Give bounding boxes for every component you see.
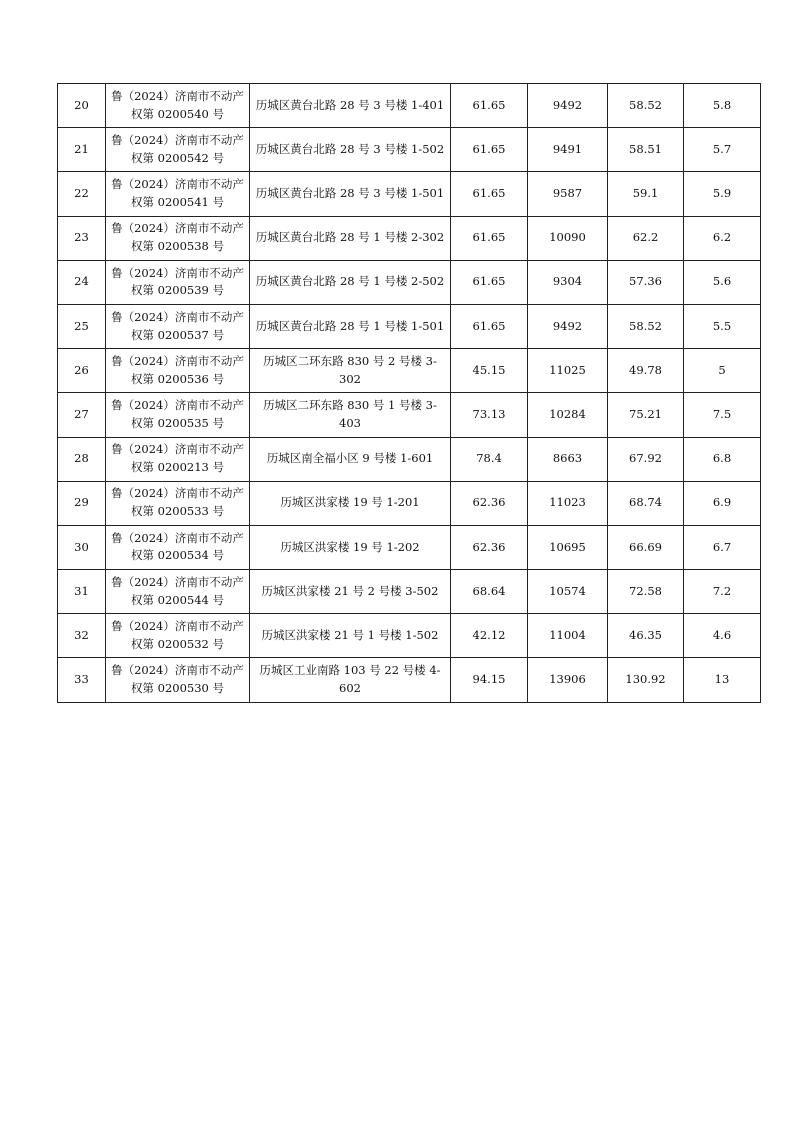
certificate-line-1: 鲁（2024）济南市不动产	[111, 221, 244, 236]
deposit-cell: 6.7	[684, 525, 761, 569]
certificate-line-1: 鲁（2024）济南市不动产	[111, 530, 244, 545]
row-number-cell: 28	[58, 437, 106, 481]
certificate-line-2: 权第 0200533 号	[130, 504, 225, 519]
property-address-cell	[250, 614, 451, 658]
total-price-cell: 49.78	[608, 349, 684, 393]
certificate-line-2: 权第 0200534 号	[130, 548, 225, 563]
deposit-cell: 13	[684, 658, 761, 702]
certificate-line-1: 鲁（2024）济南市不动产	[111, 353, 244, 368]
total-price-cell: 62.2	[608, 216, 684, 260]
unit-price-cell: 13906	[528, 658, 608, 702]
deposit-cell: 7.5	[684, 393, 761, 437]
certificate-line-2: 权第 0200537 号	[130, 327, 225, 342]
total-price-cell: 57.36	[608, 260, 684, 304]
unit-price-cell: 9587	[528, 172, 608, 216]
address-text: 历城区洪家楼 19 号 1-202	[280, 539, 420, 554]
table-row	[58, 216, 761, 260]
table-row	[58, 658, 761, 702]
certificate-line-2: 权第 0200535 号	[130, 415, 225, 430]
certificate-number-cell	[106, 172, 250, 216]
building-area-cell: 45.15	[451, 349, 528, 393]
certificate-line-2: 权第 0200544 号	[130, 592, 225, 607]
unit-price-cell: 10284	[528, 393, 608, 437]
certificate-line-2: 权第 0200532 号	[130, 636, 225, 651]
certificate-line-2: 权第 0200530 号	[130, 681, 225, 696]
deposit-cell: 5.7	[684, 128, 761, 172]
property-address-cell	[250, 260, 451, 304]
certificate-line-1: 鲁（2024）济南市不动产	[111, 132, 244, 147]
total-price-cell: 72.58	[608, 570, 684, 614]
total-price-cell: 75.21	[608, 393, 684, 437]
table-row	[58, 260, 761, 304]
table-row	[58, 614, 761, 658]
certificate-number-cell	[106, 614, 250, 658]
unit-price-cell: 11004	[528, 614, 608, 658]
deposit-cell: 5	[684, 349, 761, 393]
certificate-line-2: 权第 0200540 号	[130, 106, 225, 121]
table-body	[58, 84, 761, 703]
address-text: 历城区黄台北路 28 号 3 号楼 1-501	[255, 186, 445, 201]
total-price-cell: 46.35	[608, 614, 684, 658]
certificate-line-1: 鲁（2024）济南市不动产	[111, 88, 244, 103]
unit-price-cell: 10574	[528, 570, 608, 614]
property-address-cell	[250, 128, 451, 172]
building-area-cell: 61.65	[451, 84, 528, 128]
row-number-cell: 27	[58, 393, 106, 437]
address-text: 历城区黄台北路 28 号 1 号楼 2-302	[255, 230, 445, 245]
address-text: 历城区黄台北路 28 号 1 号楼 1-501	[255, 318, 445, 333]
unit-price-cell: 11023	[528, 481, 608, 525]
unit-price-cell: 9491	[528, 128, 608, 172]
property-address-cell	[250, 216, 451, 260]
table-row	[58, 349, 761, 393]
unit-price-cell: 10695	[528, 525, 608, 569]
address-text: 历城区黄台北路 28 号 1 号楼 2-502	[255, 274, 445, 289]
property-address-cell	[250, 172, 451, 216]
table-row	[58, 304, 761, 348]
table-row	[58, 437, 761, 481]
building-area-cell: 62.36	[451, 481, 528, 525]
certificate-number-cell	[106, 260, 250, 304]
address-text: 历城区二环东路 830 号 1 号楼 3-403	[263, 398, 437, 430]
table-row	[58, 570, 761, 614]
total-price-cell: 58.52	[608, 304, 684, 348]
property-address-cell	[250, 658, 451, 702]
total-price-cell: 68.74	[608, 481, 684, 525]
address-text: 历城区二环东路 830 号 2 号楼 3-302	[263, 353, 437, 386]
address-text: 历城区洪家楼 21 号 1 号楼 1-502	[261, 627, 439, 642]
row-number-cell: 21	[58, 128, 106, 172]
unit-price-cell: 9492	[528, 304, 608, 348]
building-area-cell: 61.65	[451, 216, 528, 260]
address-text: 历城区工业南路 103 号 22 号楼 4-602	[259, 663, 441, 696]
unit-price-cell: 10090	[528, 216, 608, 260]
certificate-line-1: 鲁（2024）济南市不动产	[111, 177, 244, 192]
row-number-cell: 23	[58, 216, 106, 260]
building-area-cell: 78.4	[451, 437, 528, 481]
address-text: 历城区洪家楼 21 号 2 号楼 3-502	[261, 583, 439, 598]
property-address-cell	[250, 570, 451, 614]
deposit-cell: 4.6	[684, 614, 761, 658]
certificate-line-2: 权第 0200539 号	[130, 283, 225, 298]
deposit-cell: 5.5	[684, 304, 761, 348]
certificate-number-cell	[106, 304, 250, 348]
certificate-number-cell	[106, 128, 250, 172]
property-address-cell	[250, 84, 451, 128]
table-row	[58, 128, 761, 172]
row-number-cell: 24	[58, 260, 106, 304]
row-number-cell: 32	[58, 614, 106, 658]
total-price-cell: 67.92	[608, 437, 684, 481]
row-number-cell: 26	[58, 349, 106, 393]
deposit-cell: 5.8	[684, 84, 761, 128]
deposit-cell: 5.6	[684, 260, 761, 304]
row-number-cell: 30	[58, 525, 106, 569]
table-row	[58, 172, 761, 216]
total-price-cell: 59.1	[608, 172, 684, 216]
row-number-cell: 33	[58, 658, 106, 702]
address-text: 历城区黄台北路 28 号 3 号楼 1-401	[255, 97, 445, 112]
property-address-cell	[250, 393, 451, 437]
table-row	[58, 525, 761, 569]
deposit-cell: 5.9	[684, 172, 761, 216]
row-number-cell: 29	[58, 481, 106, 525]
building-area-cell: 68.64	[451, 570, 528, 614]
building-area-cell: 61.65	[451, 304, 528, 348]
total-price-cell: 66.69	[608, 525, 684, 569]
certificate-line-2: 权第 0200542 号	[130, 150, 225, 165]
certificate-line-1: 鲁（2024）济南市不动产	[111, 574, 244, 589]
certificate-number-cell	[106, 481, 250, 525]
building-area-cell: 94.15	[451, 658, 528, 702]
row-number-cell: 25	[58, 304, 106, 348]
total-price-cell: 58.52	[608, 84, 684, 128]
certificate-number-cell	[106, 437, 250, 481]
certificate-line-2: 权第 0200541 号	[130, 194, 225, 209]
property-address-cell	[250, 481, 451, 525]
address-text: 历城区洪家楼 19 号 1-201	[280, 495, 420, 510]
building-area-cell: 42.12	[451, 614, 528, 658]
unit-price-cell: 9492	[528, 84, 608, 128]
row-number-cell: 20	[58, 84, 106, 128]
certificate-line-1: 鲁（2024）济南市不动产	[111, 442, 244, 457]
deposit-cell: 6.9	[684, 481, 761, 525]
total-price-cell: 58.51	[608, 128, 684, 172]
certificate-number-cell	[106, 570, 250, 614]
certificate-line-1: 鲁（2024）济南市不动产	[111, 309, 244, 324]
deposit-cell: 7.2	[684, 570, 761, 614]
unit-price-cell: 11025	[528, 349, 608, 393]
certificate-line-1: 鲁（2024）济南市不动产	[111, 619, 244, 634]
property-table	[57, 83, 761, 703]
certificate-line-1: 鲁（2024）济南市不动产	[111, 265, 244, 280]
building-area-cell: 61.65	[451, 172, 528, 216]
deposit-cell: 6.8	[684, 437, 761, 481]
total-price-cell: 130.92	[608, 658, 684, 702]
certificate-number-cell	[106, 658, 250, 702]
certificate-line-2: 权第 0200536 号	[130, 371, 225, 386]
row-number-cell: 31	[58, 570, 106, 614]
table-row	[58, 393, 761, 437]
certificate-number-cell	[106, 393, 250, 437]
unit-price-cell: 9304	[528, 260, 608, 304]
deposit-cell: 6.2	[684, 216, 761, 260]
certificate-line-1: 鲁（2024）济南市不动产	[111, 398, 244, 413]
property-address-cell	[250, 437, 451, 481]
building-area-cell: 73.13	[451, 393, 528, 437]
building-area-cell: 62.36	[451, 525, 528, 569]
table-row	[58, 481, 761, 525]
certificate-number-cell	[106, 84, 250, 128]
certificate-number-cell	[106, 349, 250, 393]
building-area-cell: 61.65	[451, 128, 528, 172]
building-area-cell: 61.65	[451, 260, 528, 304]
certificate-line-1: 鲁（2024）济南市不动产	[111, 486, 244, 501]
unit-price-cell: 8663	[528, 437, 608, 481]
property-address-cell	[250, 525, 451, 569]
row-number-cell: 22	[58, 172, 106, 216]
certificate-line-1: 鲁（2024）济南市不动产	[111, 663, 244, 678]
certificate-line-2: 权第 0200213 号	[130, 460, 225, 475]
table-row	[58, 84, 761, 128]
address-text: 历城区南全福小区 9 号楼 1-601	[266, 451, 434, 466]
property-address-cell	[250, 349, 451, 393]
address-text: 历城区黄台北路 28 号 3 号楼 1-502	[255, 141, 445, 156]
certificate-number-cell	[106, 525, 250, 569]
property-address-cell	[250, 304, 451, 348]
certificate-line-2: 权第 0200538 号	[130, 239, 225, 254]
certificate-number-cell	[106, 216, 250, 260]
